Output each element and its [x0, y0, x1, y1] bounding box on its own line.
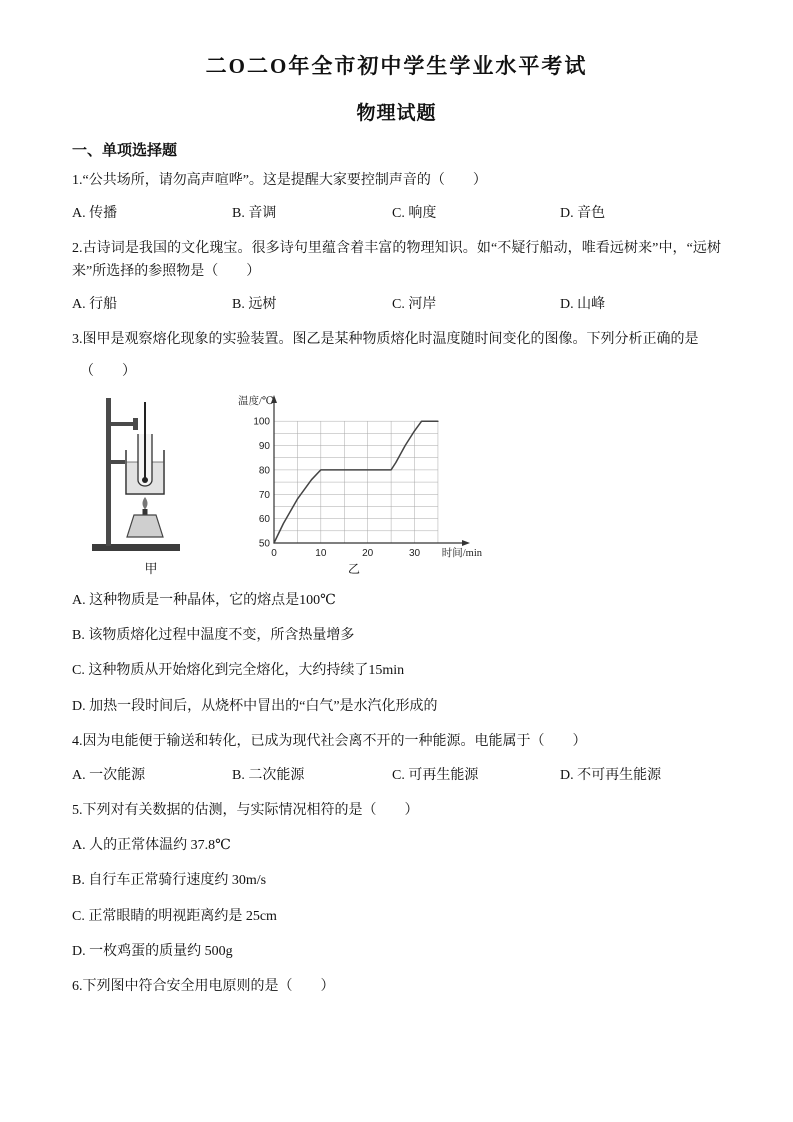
question-5-stem: 5.下列对有关数据的估测，与实际情况相符的是（ ） — [72, 802, 419, 818]
svg-text:90: 90 — [258, 440, 270, 452]
question-6-stem: 6.下列图中符合安全用电原则的是（ ） — [72, 979, 335, 995]
graph-tick-labels — [253, 416, 420, 558]
option-c: C. 正常眼睛的明视距离约是 25cm — [72, 908, 277, 924]
graph-figure — [238, 393, 484, 577]
question-5 — [72, 800, 721, 964]
option-c: C. 河岸 — [392, 297, 437, 313]
option-b: B. 二次能源 — [232, 767, 305, 783]
graph-xlabel: 时间/min — [441, 547, 482, 559]
option-b: B. 远树 — [232, 297, 277, 313]
svg-text:0: 0 — [271, 547, 277, 559]
option-c: C. 响度 — [392, 206, 437, 222]
question-1-stem: 1.“公共场所，请勿高声喧哗”。这是提醒大家要控制声音的（ ） — [72, 173, 487, 188]
svg-text:60: 60 — [258, 513, 270, 525]
question-4 — [72, 731, 721, 783]
melting-graph — [238, 393, 484, 577]
svg-text:10: 10 — [315, 547, 327, 559]
svg-text:80: 80 — [258, 464, 270, 476]
option-b: B. 自行车正常骑行速度约 30m/s — [72, 873, 267, 889]
svg-text:20: 20 — [362, 547, 374, 559]
option-a: A. 传播 — [72, 206, 118, 222]
apparatus-figure — [86, 388, 216, 577]
exam-title: 二O二O年全市初中学生学业水平考试 — [205, 54, 588, 78]
question-1-options — [72, 202, 721, 222]
option-d: D. 不可再生能源 — [560, 767, 662, 783]
question-6 — [72, 976, 721, 998]
question-4-options — [72, 764, 721, 784]
exam-subtitle: 物理试题 — [356, 103, 437, 124]
svg-text:70: 70 — [258, 489, 270, 501]
option-d: D. 山峰 — [560, 297, 606, 313]
svg-text:100: 100 — [253, 416, 270, 428]
option-c: C. 这种物质从开始熔化到完全熔化，大约持续了15min — [72, 663, 405, 679]
graph-ylabel: 温度/℃ — [238, 395, 274, 407]
question-2 — [72, 238, 721, 313]
option-b: B. 音调 — [232, 206, 277, 222]
figure-label-jia: 甲 — [144, 560, 158, 576]
option-a: A. 这种物质是一种晶体，它的熔点是100℃ — [72, 592, 336, 608]
apparatus-illustration — [86, 388, 216, 556]
question-1 — [72, 170, 721, 222]
question-3-answer-blank: （ ） — [80, 363, 136, 379]
graph-gridlines — [274, 421, 438, 543]
option-c: C. 可再生能源 — [392, 767, 479, 783]
option-b: B. 该物质熔化过程中温度不变，所含热量增多 — [72, 627, 355, 643]
question-3-stem: 3.图甲是观察熔化现象的实验装置。图乙是某种物质熔化时温度随时间变化的图像。下列分析正确的是 — [72, 332, 699, 348]
question-2-stem: 2.古诗词是我国的文化瑰宝。很多诗句里蕴含着丰富的物理知识。如“不疑行船动，唯看远树来”中，“远树来”所选择的参照物是（ ） — [72, 241, 721, 279]
question-2-options — [72, 293, 721, 313]
section-heading: 一、单项选择题 — [72, 143, 178, 159]
question-3 — [72, 329, 721, 718]
question-4-stem: 4.因为电能便于输送和转化，已成为现代社会离不开的一种能源。电能属于（ ） — [72, 734, 587, 750]
option-a: A. 人的正常体温约 37.8℃ — [72, 837, 231, 853]
option-d: D. 音色 — [560, 206, 606, 222]
svg-text:30: 30 — [408, 547, 421, 559]
option-a: A. 一次能源 — [72, 767, 146, 783]
svg-text:50: 50 — [258, 538, 270, 550]
option-d: D. 一枚鸡蛋的质量约 500g — [72, 944, 233, 960]
option-d: D. 加热一段时间后，从烧杯中冒出的“白气”是水汽化形成的 — [72, 698, 438, 714]
option-a: A. 行船 — [72, 297, 118, 313]
figure-label-yi: 乙 — [347, 561, 361, 576]
question-3-figure — [86, 388, 721, 577]
